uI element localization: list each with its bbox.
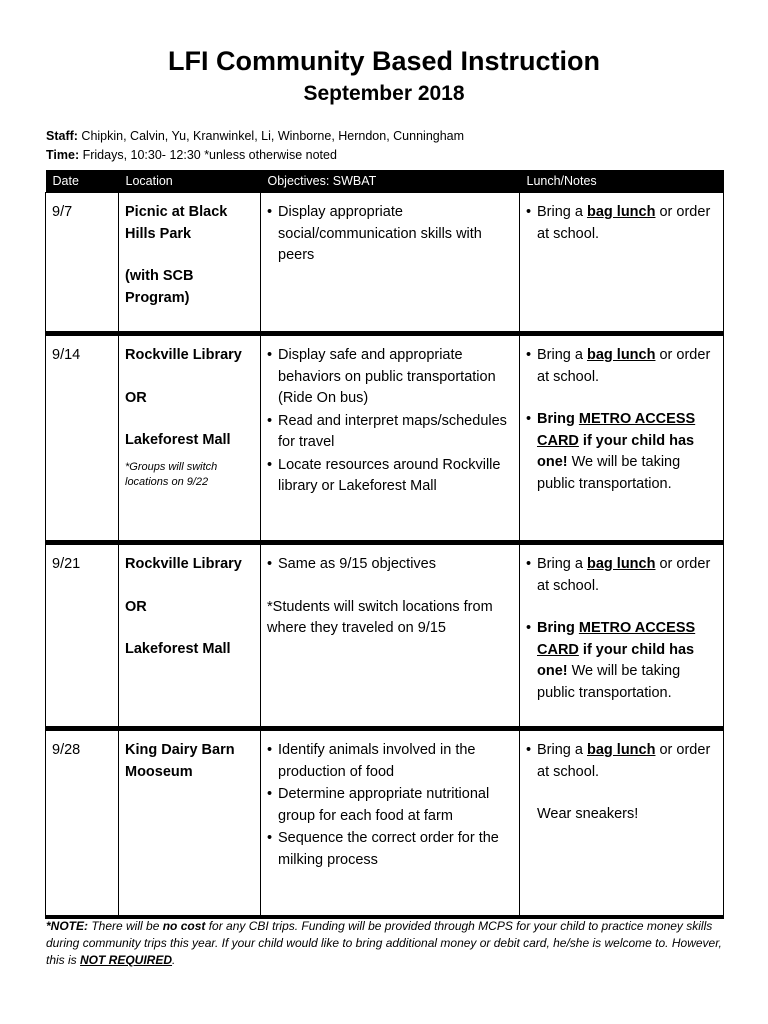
footnote-no-cost: no cost	[162, 919, 206, 933]
metro-text-plain: We will be taking public transportation.	[537, 454, 681, 492]
time-value: Fridays, 10:30- 12:30 *unless otherwise noted	[79, 148, 337, 162]
staff-value: Chipkin, Calvin, Yu, Kranwinkel, Li, Winborne, Herndon, Cunningham	[77, 129, 465, 143]
objectives-cell	[261, 193, 520, 334]
objective-item: • Sequence the correct order for the milking process	[267, 828, 513, 871]
location-note: *Groups will switch locations on 9/22	[125, 460, 218, 488]
objective-item: • Display safe and appropriate behaviors on public transportation (Ride On bus)	[267, 345, 513, 410]
location-name: Rockville Library	[125, 347, 242, 363]
metro-text: Bring	[537, 411, 579, 427]
footnote-text-2: for any CBI trips. Funding will be provided through MCPS for your child to practice money skills during community trips this year. If your child would like to bring additional money or debit card, he/she is welcome to. However, this is	[46, 919, 722, 967]
objectives-cell	[261, 729, 520, 917]
objectives-cell	[261, 334, 520, 543]
lunch-notes-cell	[520, 193, 724, 334]
lunch-text-end: or order at school.	[537, 347, 711, 385]
lunch-text-end: or order at school.	[537, 556, 711, 594]
lunch-text: Bring a	[537, 204, 587, 220]
metro-text-bold: if your child has one!	[537, 432, 695, 470]
bag-lunch-text: bag lunch	[586, 556, 656, 572]
location-cell	[119, 193, 261, 334]
document-title: LFI Community Based Instruction	[167, 46, 601, 76]
date-cell: 9/14	[46, 334, 119, 543]
location-or: OR	[125, 598, 147, 615]
lunch-text: Bring a	[537, 556, 587, 572]
lunch-notes-cell	[520, 543, 724, 729]
location-cell	[119, 543, 261, 729]
date-cell: 9/28	[46, 729, 119, 917]
objective-item: • Identify animals involved in the production of food	[267, 740, 513, 783]
date-cell: 9/21	[46, 543, 119, 729]
metro-text-plain: We will be taking public transportation.	[537, 663, 681, 701]
table-row	[46, 193, 724, 334]
metro-text-bold: if your child has one!	[537, 641, 695, 679]
lunch-notes-cell	[520, 334, 724, 543]
time-line	[46, 148, 337, 162]
objective-item: • Determine appropriate nutritional group for each food at farm	[267, 784, 513, 827]
footnote-label: *NOTE:	[46, 919, 88, 933]
location-detail: (with SCB Program)	[125, 268, 194, 306]
metro-item	[526, 618, 717, 704]
bag-lunch-text: bag lunch	[586, 742, 656, 758]
lunch-item	[526, 740, 717, 783]
footnote-not-required: NOT REQUIRED	[80, 953, 173, 967]
objective-note: *Students will switch locations from where they traveled on 9/15	[267, 598, 493, 636]
lunch-notes-cell	[520, 729, 724, 917]
metro-card-text: CARD	[537, 641, 579, 658]
lunch-text: Bring a	[537, 742, 587, 758]
table-row	[46, 543, 724, 729]
objective-item: • Locate resources around Rockville library or Lakeforest Mall	[267, 455, 513, 498]
location-cell	[119, 729, 261, 917]
lunch-item	[526, 554, 717, 597]
staff-line	[46, 129, 464, 143]
metro-access-text: METRO ACCESS	[578, 411, 696, 427]
footnote-text: There will be	[88, 919, 163, 933]
column-header-objectives: Objectives: SWBAT	[261, 170, 520, 193]
column-header-date: Date	[46, 170, 119, 193]
objective-item: • Display appropriate social/communication skills with peers	[267, 202, 513, 267]
lunch-text-end: or order at school.	[537, 204, 711, 242]
location-name: Picnic at Black Hills Park	[125, 204, 228, 242]
date-cell: 9/7	[46, 193, 119, 334]
objective-item: • Same as 9/15 objectives	[267, 554, 513, 576]
location-or: OR	[125, 389, 147, 406]
table-header-row	[46, 170, 724, 193]
metro-access-text: METRO ACCESS	[578, 620, 696, 636]
lunch-item	[526, 202, 717, 245]
lunch-text: Bring a	[537, 347, 587, 363]
time-label: Time:	[46, 148, 80, 162]
metro-item	[526, 409, 717, 495]
bag-lunch-text: bag lunch	[586, 204, 656, 220]
staff-label: Staff:	[46, 129, 78, 143]
column-header-location: Location	[119, 170, 261, 193]
footnote-text-end: .	[172, 953, 176, 967]
objectives-cell	[261, 543, 520, 729]
location-cell	[119, 334, 261, 543]
location-name-alt: Lakeforest Mall	[125, 641, 231, 657]
schedule-table	[45, 170, 724, 919]
document-subtitle: September 2018	[303, 82, 465, 105]
lunch-item	[526, 345, 717, 388]
bag-lunch-text: bag lunch	[586, 347, 656, 363]
footnote	[46, 918, 726, 969]
location-name-alt: Lakeforest Mall	[125, 432, 231, 448]
metro-text: Bring	[537, 620, 579, 636]
location-name: Rockville Library	[125, 556, 242, 572]
location-name: King Dairy Barn Mooseum	[125, 742, 235, 780]
lunch-extra-note: Wear sneakers!	[537, 806, 639, 822]
objective-item: • Read and interpret maps/schedules for travel	[267, 411, 513, 454]
table-row	[46, 334, 724, 543]
table-row	[46, 729, 724, 917]
metro-card-text: CARD	[537, 432, 579, 449]
lunch-text-end: or order at school.	[537, 742, 711, 780]
column-header-lunch-notes: Lunch/Notes	[520, 170, 724, 193]
